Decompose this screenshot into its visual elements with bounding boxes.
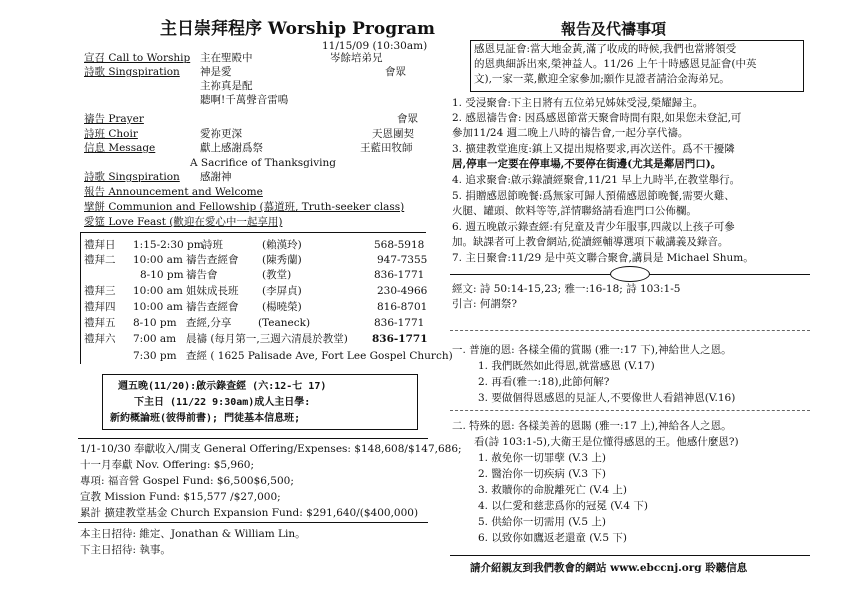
schedule-time: 10:00 am [133,301,183,313]
announcement-item: 3. 擴建教堂進度:鎮上又提出規格要求,再次送件。爲不干擾隣 [452,143,735,155]
finance-line: 專項: 福音營 Gospel Fund: $6,500$6,500; [80,475,294,487]
schedule-day: 禮拜二 [84,254,116,266]
finance-line: 1/1-10/30 奉獻收入/開支 General Offering/Expenses: $148,608/$147,686; [80,443,462,455]
divider [78,522,428,523]
sermon-subpoint: 2. 醫治你一切疾病 (V.3 下) [478,468,606,480]
announcement-label: 報告 Announcement and Welcome [84,186,263,198]
program-item: 感謝神 [200,171,232,183]
announcement-item: 7. 主日聚會:11/29 是中英文聯合聚會,講員是 Michael Shum。 [452,252,754,264]
testimony-line: 感恩見証會:當大地金黃,滿了收成的時候,我們也當將領受 [474,43,737,55]
schedule-person: (賴漢玲) [262,239,302,251]
schedule-phone: 836-1771 [374,269,425,281]
program-label: 宣召 Call to Worship [84,52,191,64]
schedule-day: 禮拜三 [84,285,116,297]
finance-line: 十一月奉獻 Nov. Offering: $5,960; [80,459,255,471]
schedule-event: 禱告查經會 [186,254,239,266]
program-label: 信息 Message [84,142,156,154]
finance-line: 累計 擴建教堂基金 Church Expansion Fund: $291,640/($400,000) [80,507,419,519]
schedule-phone: 230-4966 [377,285,428,297]
schedule-event: 姐妹成長班 [186,285,239,297]
schedule-person: (楊曉榮) [262,301,302,313]
schedule-phone: 836-1771 [374,317,425,329]
sermon-subpoint: 6. 以致你如鷹返老還童 (V.5 下) [478,532,627,544]
divider [450,330,810,331]
program-item: 神是愛 [200,66,232,78]
program-date: 11/15/09 (10:30am) [322,40,428,52]
program-item: 主在聖殿中 [200,52,253,64]
sermon-subpoint: 1. 赦免你一切罪孽 (V.3 上) [478,452,606,464]
announcement-item: 1. 受浸聚會:下主日將有五位弟兄姊妹受浸,榮耀歸主。 [452,97,704,109]
program-item: 聽啊!千萬聲音雷鳴 [200,94,289,106]
announcement-item: 火腿、罐頭、飲料等等,詳情聯絡請看進門口公佈欄。 [452,205,697,217]
schedule-event: 晨禱 (每月第一,三週六清晨於教堂) [186,333,348,345]
testimony-line: 文),一家一菜,歡迎全家參加;願作見證者請洽金海弟兄。 [474,73,730,85]
program-person: 岑餘培弟兄 [330,52,383,64]
divider [80,232,81,364]
program-person: 會眾 [385,66,406,78]
announcement-item: 加。缺課者可上教會網站,從讀經輔導選項下載講義及錄音。 [452,236,729,248]
announcements-title: 報告及代禱事項 [561,20,667,38]
divider [80,232,426,233]
announcement-item: 4. 追求聚會:啟示錄讀經聚會,11/21 早上九時半,在教堂舉行。 [452,174,741,186]
program-person: 王藍田牧師 [360,142,413,154]
communion-label: 擘餅 Communion and Fellowship (慕道班, Truth-seeker class) [84,201,405,213]
announcement-item: 6. 週五晚啟示錄查經:有兒童及青少年服事,四歲以上孩子可參 [452,221,735,233]
sermon-point-1: 一. 普施的恩: 各樣全備的賞賜 (雅一:17 下),神給世人之恩。 [452,344,732,356]
schedule-person: (李屏貞) [262,285,302,297]
schedule-day: 禮拜五 [84,317,116,329]
schedule-event: 禱告查經會 [186,301,239,313]
sermon-point-2: 二. 特殊的恩: 各樣美善的恩賜 (雅一:17 上),神給各人之恩。 [452,420,732,432]
schedule-event: 禱告會 [186,269,218,281]
sunday-school-text: 下主日 (11/22 9:30am)成人主日學: [134,397,311,408]
schedule-time: 10:00 am [133,285,183,297]
sermon-subpoint: 3. 要做個得恩感恩的見証人,不要像世人看錯神恩(V.16) [478,392,736,404]
schedule-time: 10:00 am [133,254,183,266]
program-item: 主祢真是配 [200,80,253,92]
schedule-day: 禮拜六 [84,333,116,345]
divider [450,555,810,556]
schedule-person: (陳秀蘭) [262,254,302,266]
worship-program-title: 主日崇拜程序 Worship Program [160,19,436,39]
program-person: 天恩團契 [372,128,414,140]
schedule-time: 1:15-2:30 pm [133,239,204,251]
sermon-intro: 引言: 何謂祭? [452,298,518,310]
schedule-time: 8-10 pm [140,269,184,281]
program-label: 詩歌 Singspiration [84,171,180,183]
program-item: 愛祢更深 [200,128,242,140]
sermon-subpoint: 2. 再看(雅一:18),此節何解? [478,376,610,388]
testimony-line: 的恩典細訴出來,榮神益人。11/26 上午十時感恩見証會(中英 [474,58,757,70]
classes-text: 新約概論班(彼得前書); 門徒基本信息班; [110,413,301,424]
sermon-subpoint: 5. 供給你一切需用 (V.5 上) [478,516,606,528]
announcement-item: 居,停車一定要在停車場,不要停在街邊(尤其是鄰居門口)。 [452,158,722,170]
program-item: A Sacrifice of Thanksgiving [190,157,337,169]
schedule-time: 8-10 pm [133,317,177,329]
friday-study-text: 週五晚(11/20):啟示錄查經 (六:12-七 17) [118,381,327,392]
schedule-day: 禮拜四 [84,301,116,313]
announcement-item: 5. 捐贈感恩節晚餐:爲無家可歸人預備感恩節晚餐,需要火雞、 [452,190,735,202]
finance-line: 宣教 Mission Fund: $15,577 /$27,000; [80,491,281,503]
website-footer: 請介紹親友到我們教會的網站 www.ebccnj.org 聆聽信息 [470,562,748,574]
sermon-point-2-note: 看(詩 103:1-5),大衛王是位懂得感恩的王。他感什麼恩?) [474,436,739,448]
announcement-item: 2. 感恩禱告會: 因爲感恩節當天聚會時間有限,如果您未登記,可 [452,112,742,124]
program-label: 禱告 Prayer [84,113,144,125]
schedule-phone: 816-8701 [377,301,428,313]
sermon-subpoint: 3. 救贖你的命脫離死亡 (V.4 上) [478,484,627,496]
sermon-subpoint: 4. 以仁愛和慈悲爲你的冠冕 (V.4 下) [478,500,648,512]
schedule-event: 查經,分享 [186,317,232,329]
program-person: 會眾 [397,113,418,125]
schedule-phone: 836-1771 [372,333,428,345]
scripture-reference: 經文: 詩 50:14-15,23; 雅一:16-18; 詩 103:1-5 [452,283,681,295]
schedule-phone: 568-5918 [374,239,425,251]
sermon-subpoint: 1. 我們既然如此得恩,就當感恩 (V.17) [478,360,655,372]
schedule-time: 7:00 am [133,333,177,345]
fish-icon [610,266,650,282]
love-feast-label: 愛筵 Love Feast (歡迎在愛心中一起享用) [84,216,283,228]
schedule-phone: 947-7355 [377,254,428,266]
host-next-week: 下主日招待: 執事。 [80,544,171,556]
divider [450,410,810,411]
announcement-item: 參加11/24 週二晚上八時的禱告會,一起分享代禱。 [452,127,689,139]
schedule-person: (Teaneck) [258,317,311,329]
schedule-person: (教堂) [262,269,292,281]
schedule-event: 詩班 [202,239,223,251]
program-label: 詩班 Choir [84,128,138,140]
divider [78,438,428,439]
schedule-day: 禮拜日 [84,239,116,251]
program-label: 詩歌 Singspiration [84,66,180,78]
host-this-week: 本主日招待: 維定、Jonathan & William Lin。 [80,528,306,540]
schedule-event: 查經 ( 1625 Palisade Ave, Fort Lee Gospel Church) [186,350,453,362]
program-item: 獻上感謝爲祭 [200,142,263,154]
schedule-time: 7:30 pm [133,350,177,362]
